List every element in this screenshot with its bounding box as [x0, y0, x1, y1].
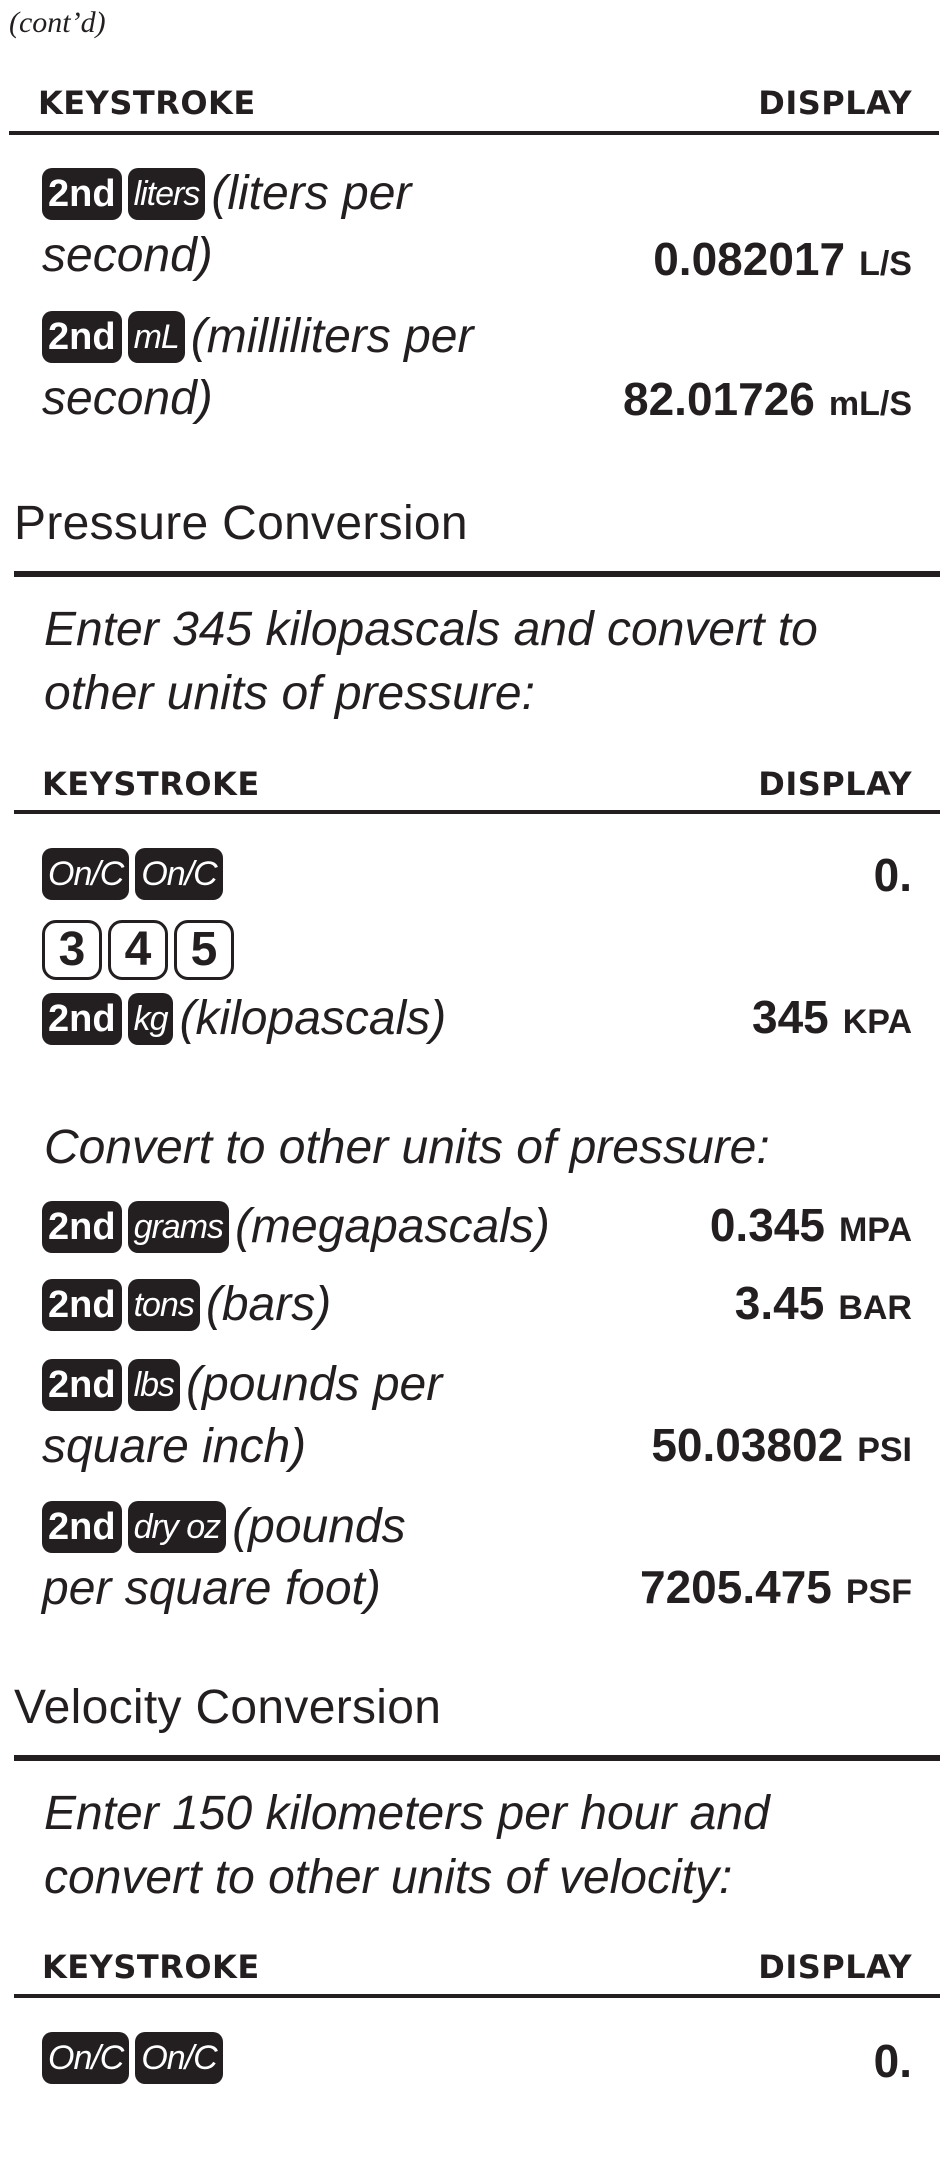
- key-2nd: 2nd: [42, 168, 122, 220]
- velocity-instruction-line1: Enter 150 kilometers per hour and: [44, 1787, 770, 1840]
- velocity-clear-display: [874, 2034, 912, 2088]
- psi-keystroke: [42, 1354, 442, 1478]
- key-on-c: On/C: [42, 848, 129, 900]
- psi-desc-line1: (pounds per: [186, 1358, 443, 1411]
- key-on-c: On/C: [135, 2032, 222, 2084]
- key-tons: tons: [128, 1279, 200, 1331]
- display-header: DISPLAY: [758, 765, 912, 803]
- kilopascals-keystroke: [42, 988, 446, 1050]
- ml-desc-line1: (milliliters per: [190, 310, 474, 363]
- ml-keystroke: [42, 306, 473, 430]
- key-2nd: 2nd: [42, 1201, 122, 1253]
- keystroke-header: KEYSTROKE: [38, 84, 256, 122]
- key-2nd: 2nd: [42, 993, 122, 1045]
- key-2nd: 2nd: [42, 311, 122, 363]
- key-liters: liters: [128, 168, 206, 220]
- velocity-instruction-line2: convert to other units of velocity:: [44, 1851, 733, 1904]
- keystroke-header: KEYSTROKE: [42, 1948, 260, 1986]
- bars-desc: (bars): [205, 1278, 332, 1331]
- liters-value: 0.082017: [653, 233, 846, 285]
- velocity-clear-keys: [42, 2032, 229, 2084]
- key-ml: mL: [128, 311, 185, 363]
- megapascals-keystroke: [42, 1196, 550, 1258]
- liters-desc-line2: second): [42, 229, 213, 282]
- key-on-c: On/C: [42, 2032, 129, 2084]
- velocity-header-rule: [14, 1994, 940, 1998]
- key-grams: grams: [128, 1201, 229, 1253]
- ml-desc-line2: second): [42, 372, 213, 425]
- psf-display: [640, 1560, 912, 1614]
- ml-unit: mL/S: [828, 385, 912, 423]
- key-2nd: 2nd: [42, 1279, 122, 1331]
- psi-unit: PSI: [857, 1431, 912, 1469]
- ml-value: 82.01726: [623, 373, 815, 425]
- pressure-title-rule: [14, 571, 940, 577]
- liters-display: [653, 232, 912, 286]
- continued-label: (cont’d): [9, 6, 106, 39]
- psi-desc-line2: square inch): [42, 1420, 307, 1473]
- pressure-convert-text: Convert to other units of pressure:: [44, 1121, 770, 1174]
- display-header: DISPLAY: [758, 1948, 912, 1986]
- kilopascals-value: 345: [751, 991, 829, 1043]
- pressure-instruction: [44, 598, 818, 726]
- megapascals-desc: (megapascals): [235, 1200, 550, 1253]
- velocity-title: Velocity Conversion: [14, 1681, 442, 1734]
- ml-display: [623, 372, 912, 426]
- key-kg: kg: [128, 993, 174, 1045]
- psf-unit: PSF: [845, 1573, 912, 1611]
- pressure-title: Pressure Conversion: [14, 497, 468, 550]
- kilopascals-display: [752, 990, 912, 1044]
- bars-value: 3.45: [734, 1277, 825, 1329]
- bars-keystroke: [42, 1274, 331, 1336]
- psf-desc-line1: (pounds: [232, 1500, 406, 1553]
- liters-keystroke: [42, 163, 411, 287]
- key-lbs: lbs: [128, 1359, 180, 1411]
- key-on-c: On/C: [135, 848, 222, 900]
- liters-desc-line1: (liters per: [211, 167, 412, 220]
- velocity-clear-value: 0.: [873, 2035, 912, 2087]
- key-digit-3: 3: [42, 920, 102, 980]
- key-2nd: 2nd: [42, 1359, 122, 1411]
- velocity-title-rule: [14, 1755, 940, 1761]
- psf-value: 7205.475: [640, 1561, 832, 1613]
- key-2nd: 2nd: [42, 1501, 122, 1553]
- megapascals-unit: MPA: [838, 1211, 912, 1249]
- kilopascals-unit: KPA: [842, 1003, 912, 1041]
- psf-desc-line2: per square foot): [42, 1562, 381, 1615]
- key-digit-4: 4: [108, 920, 168, 980]
- pressure-header-rule: [14, 810, 940, 814]
- pressure-instruction-line1: Enter 345 kilopascals and convert to: [44, 603, 818, 656]
- key-dry-oz: dry oz: [128, 1501, 227, 1553]
- bars-unit: BAR: [838, 1289, 912, 1327]
- pressure-clear-value: 0.: [873, 849, 912, 901]
- header-rule: [9, 131, 939, 135]
- psf-keystroke: [42, 1496, 406, 1620]
- velocity-instruction: [44, 1782, 770, 1910]
- psi-display: [651, 1418, 912, 1472]
- liters-unit: L/S: [859, 245, 912, 283]
- megapascals-display: [710, 1198, 912, 1252]
- display-header: DISPLAY: [758, 84, 912, 122]
- psi-value: 50.03802: [651, 1419, 844, 1471]
- bars-display: [735, 1276, 912, 1330]
- pressure-clear-keys: [42, 848, 229, 900]
- key-digit-5: 5: [174, 920, 234, 980]
- keystroke-header: KEYSTROKE: [42, 765, 260, 803]
- megapascals-value: 0.345: [709, 1199, 825, 1251]
- pressure-instruction-line2: other units of pressure:: [44, 667, 535, 720]
- pressure-clear-display: [874, 848, 912, 902]
- kilopascals-desc: (kilopascals): [179, 992, 447, 1045]
- digit-keys: [42, 920, 240, 980]
